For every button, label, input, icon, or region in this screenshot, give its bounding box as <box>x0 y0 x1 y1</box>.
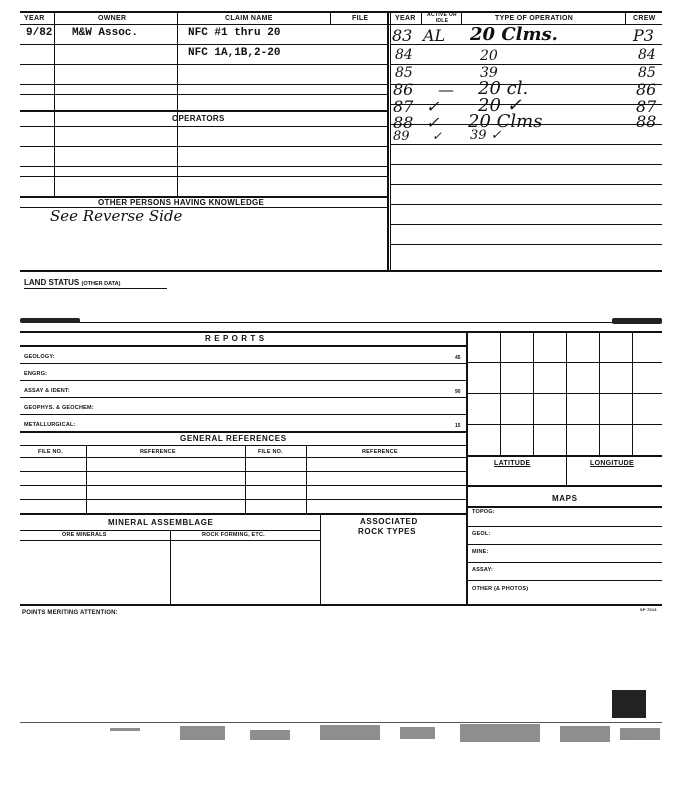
rock-types-title: ROCK TYPES <box>358 527 417 536</box>
gr-reference-header: REFERENCE <box>140 449 176 455</box>
reports-title: R E P O R T S <box>205 334 265 343</box>
op-row-5-type: 20 ✓ <box>478 95 522 116</box>
ownership-row-1-owner: M&W Assoc. <box>72 27 139 39</box>
other-persons-title: OTHER PERSONS HAVING KNOWLEDGE <box>98 198 265 207</box>
report-geology-num: 45 <box>455 355 461 361</box>
gr-file-no2-header: FILE NO. <box>258 449 283 455</box>
maps-assay-label: ASSAY: <box>472 567 494 573</box>
op-row-2-type: 20 <box>480 48 498 64</box>
scan-smudge-right <box>612 318 662 324</box>
op-row-6-status: ✓ <box>426 113 440 132</box>
maps-mine-label: MINE: <box>472 549 489 555</box>
op-row-6-year: 88 <box>393 113 414 132</box>
op-row-3-type: 39 <box>480 65 498 81</box>
report-engrg-label: ENGRG: <box>24 371 48 377</box>
maps-geol-label: GEOL: <box>472 531 491 537</box>
op-row-1-status: AL <box>423 26 446 45</box>
ownership-row-1-claim: NFC #1 thru 20 <box>188 27 281 39</box>
land-status-sub: (OTHER DATA) <box>81 281 121 287</box>
type-operation-header: TYPE OF OPERATION <box>495 15 574 22</box>
op-row-5-year: 87 <box>393 97 414 116</box>
gr-file-no-header: FILE NO. <box>38 449 63 455</box>
report-assay-label: ASSAY & IDENT: <box>24 388 70 394</box>
op-row-4-year: 86 <box>393 80 414 99</box>
active-idle-header: ACTIVE OR IDLE <box>427 12 457 24</box>
scan-block-mark <box>612 690 646 718</box>
op-row-7-type: 39 ✓ <box>470 128 502 143</box>
operators-title: OPERATORS <box>172 114 225 123</box>
report-metallurgical-num: 15 <box>455 423 461 429</box>
rock-forming-header: ROCK FORMING, ETC. <box>202 532 265 538</box>
report-geology-label: GEOLOGY: <box>24 354 55 360</box>
other-persons-note: See Reverse Side <box>50 207 183 225</box>
crew-header: CREW <box>633 15 656 22</box>
longitude-label: LONGITUDE <box>590 460 634 467</box>
maps-topog-label: TOPOG: <box>472 509 495 515</box>
op-row-7-year: 89 <box>393 129 410 144</box>
ownership-row-2-claim: NFC 1A,1B,2-20 <box>188 47 281 59</box>
maps-other-label: OTHER (& PHOTOS) <box>472 586 529 592</box>
ownership-row-1-year: 9/82 <box>26 27 53 39</box>
op-row-4-status: — <box>438 80 454 99</box>
op-row-2-year: 84 <box>395 47 413 63</box>
op-row-3-year: 85 <box>395 65 413 81</box>
associated-title: ASSOCIATED <box>360 517 418 526</box>
op-row-1-type: 20 Clms. <box>470 24 558 45</box>
year-header: YEAR <box>24 15 45 22</box>
gr-reference2-header: REFERENCE <box>362 449 398 455</box>
report-assay-num: 90 <box>455 389 461 395</box>
op-row-4-crew: 86 <box>636 80 657 99</box>
op-row-1-year: 83 <box>392 26 413 45</box>
scan-noise-band <box>100 722 662 750</box>
op-row-5-status: ✓ <box>426 97 440 116</box>
general-references-title: GENERAL REFERENCES <box>180 434 287 443</box>
owner-header: OWNER <box>98 15 127 22</box>
mineral-assemblage-title: MINERAL ASSEMBLAGE <box>108 518 214 527</box>
op-row-5-crew: 87 <box>636 97 657 116</box>
maps-title: MAPS <box>552 494 578 503</box>
file-header: FILE <box>352 15 369 22</box>
claim-name-header: CLAIM NAME <box>225 15 273 22</box>
op-row-1-crew: P3 <box>633 26 654 45</box>
op-row-7-status: ✓ <box>432 129 443 143</box>
scan-smudge-left <box>20 318 80 323</box>
latitude-label: LATITUDE <box>494 460 531 467</box>
year2-header: YEAR <box>395 15 416 22</box>
points-meriting-attention-label: POINTS MERITING ATTENTION: <box>22 610 118 616</box>
report-geophys-label: GEOPHYS. & GEOCHEM: <box>24 405 94 411</box>
op-row-3-crew: 85 <box>638 65 656 81</box>
form-code: SP 7013 <box>640 607 657 612</box>
land-status-text: LAND STATUS <box>24 278 80 287</box>
report-metallurgical-label: METALLURGICAL: <box>24 422 76 428</box>
op-row-6-crew: 88 <box>636 112 657 131</box>
land-status-label <box>24 278 120 287</box>
ore-minerals-header: ORE MINERALS <box>62 532 107 538</box>
op-row-6-type: 20 Clms <box>468 111 543 132</box>
op-row-4-type: 20 cl. <box>478 78 529 99</box>
op-row-2-crew: 84 <box>638 47 656 63</box>
